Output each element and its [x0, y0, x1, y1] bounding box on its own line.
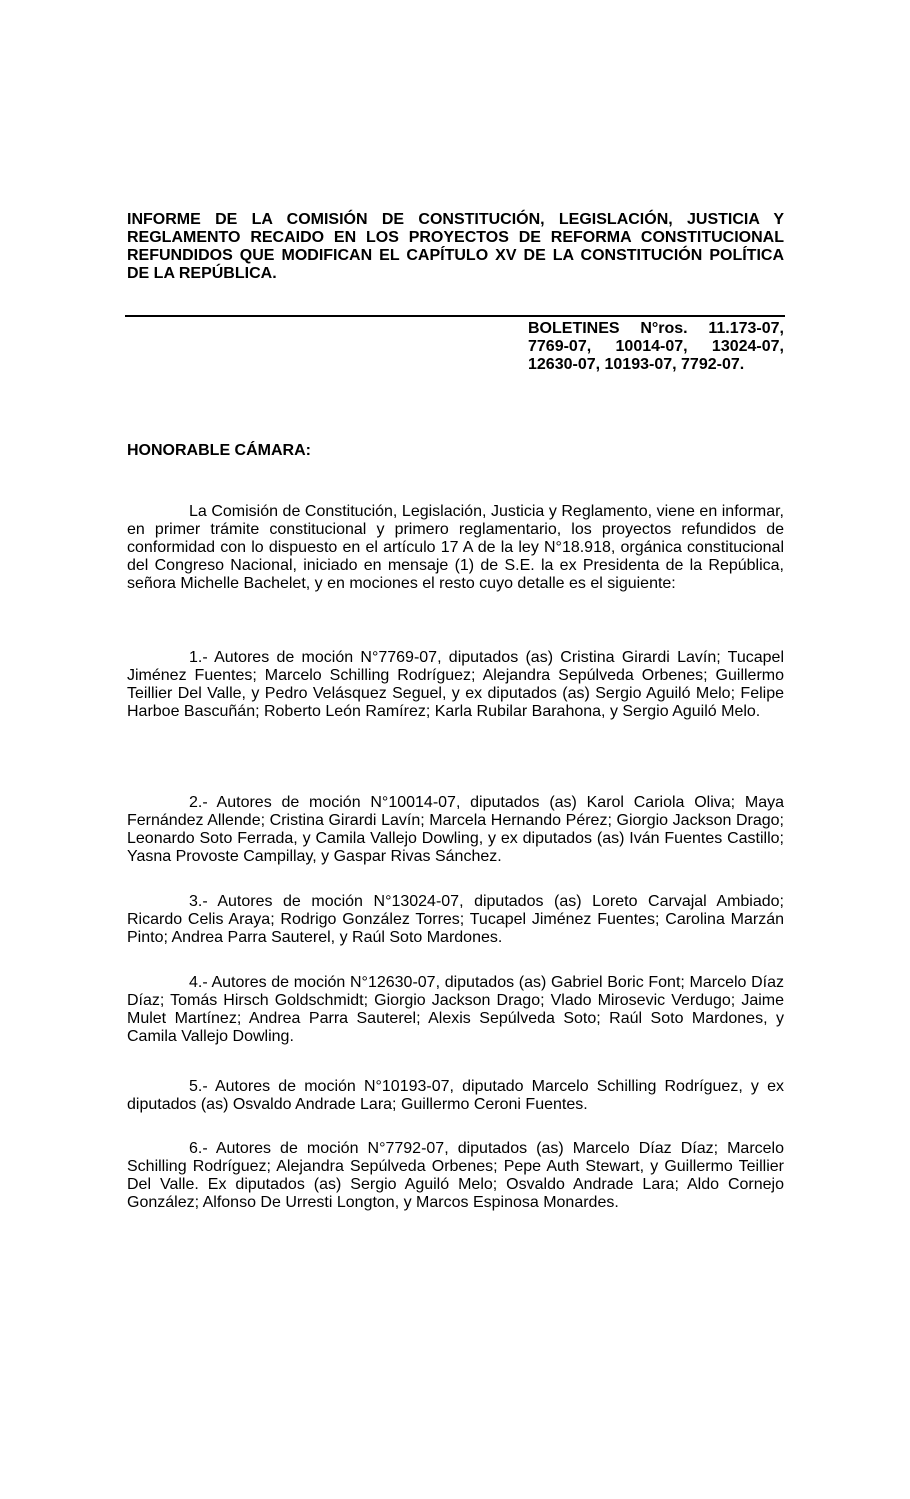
motion-item-6: 6.- Autores de moción N°7792-07, diputados (as) Marcelo Díaz Díaz; Marcelo Schilling Rodríguez; Alejandra Sepúlveda Orbenes; Pepe Auth Stewart, y Guillermo Teillier Del Valle. Ex diputados (as) Sergio Aguiló Melo; Osvaldo Andrade Lara; Aldo Cornejo González; Alfonso De Urresti Longton, y Marcos Espinosa Monardes.: [127, 1140, 784, 1211]
motion-item-4: 4.- Autores de moción N°12630-07, diputados (as) Gabriel Boric Font; Marcelo Díaz Díaz; Tomás Hirsch Goldschmidt; Giorgio Jackson Drago; Vlado Mirosevic Verdugo; Jaime Mulet Martínez; Andrea Parra Sauterel; Alexis Sepúlveda Soto; Raúl Soto Mardones, y Camila Vallejo Dowling.: [127, 974, 784, 1045]
title-divider: [125, 315, 785, 317]
motion-item-1: 1.- Autores de moción N°7769-07, diputados (as) Cristina Girardi Lavín; Tucapel Jiménez Fuentes; Marcelo Schilling Rodríguez; Alejandra Sepúlveda Orbenes; Guillermo Teillier Del Valle, y Pedro Velásquez Seguel, y ex diputados (as) Sergio Aguiló Melo; Felipe Harboe Bascuñán; Roberto León Ramírez; Karla Rubilar Barahona, y Sergio Aguiló Melo.: [127, 649, 784, 720]
motion-item-3: 3.- Autores de moción N°13024-07, diputados (as) Loreto Carvajal Ambiado; Ricardo Celis Araya; Rodrigo González Torres; Tucapel Jiménez Fuentes; Carolina Marzán Pinto; Andrea Parra Sauterel, y Raúl Soto Mardones.: [127, 893, 784, 946]
motion-item-2: 2.- Autores de moción N°10014-07, diputados (as) Karol Cariola Oliva; Maya Fernández Allende; Cristina Girardi Lavín; Marcela Hernando Pérez; Giorgio Jackson Drago; Leonardo Soto Ferrada, y Camila Vallejo Dowling, y ex diputados (as) Iván Fuentes Castillo; Yasna Provoste Campillay, y Gaspar Rivas Sánchez.: [127, 794, 784, 865]
motion-item-5: 5.- Autores de moción N°10193-07, diputado Marcelo Schilling Rodríguez, y ex diputados (as) Osvaldo Andrade Lara; Guillermo Ceroni Fuentes.: [127, 1078, 784, 1113]
report-title: INFORME DE LA COMISIÓN DE CONSTITUCIÓN, LEGISLACIÓN, JUSTICIA Y REGLAMENTO RECAIDO EN LOS PROYECTOS DE REFORMA CONSTITUCIONAL REFUNDIDOS QUE MODIFICAN EL CAPÍTULO XV DE LA CONSTITUCIÓN POLÍTICA DE LA REPÚBLICA.: [127, 211, 784, 282]
boletines-reference: BOLETINES N°ros. 11.173-07, 7769-07, 10014-07, 13024-07, 12630-07, 10193-07, 7792-07.: [528, 320, 784, 373]
intro-paragraph: La Comisión de Constitución, Legislación, Justicia y Reglamento, viene en informar, en primer trámite constitucional y primero reglamentario, los proyectos refundidos de conformidad con lo dispuesto en el artículo 17 A de la ley N°18.918, orgánica constitucional del Congreso Nacional, iniciado en mensaje (1) de S.E. la ex Presidenta de la República, señora Michelle Bachelet, y en mociones el resto cuyo detalle es el siguiente:: [127, 503, 784, 592]
salutation: HONORABLE CÁMARA:: [127, 442, 311, 459]
